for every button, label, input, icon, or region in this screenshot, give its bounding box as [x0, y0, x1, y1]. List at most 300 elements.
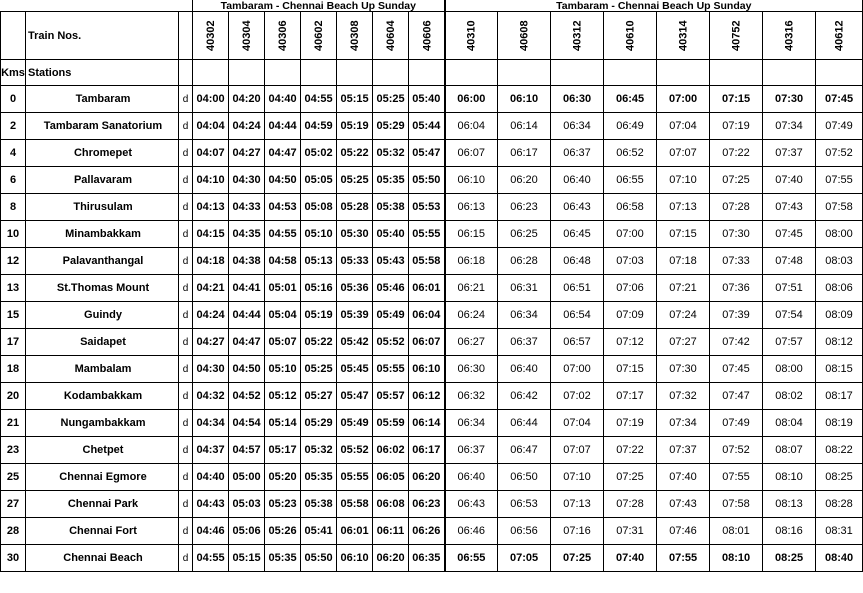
table-row [1, 410, 863, 437]
station-name: St.Thomas Mount [26, 275, 179, 302]
train-number: 40308 [337, 12, 373, 60]
header-blank-cell [301, 60, 337, 86]
station-name: Chetpet [26, 437, 179, 464]
time-cell: 06:10 [445, 167, 498, 194]
title-spacer [1, 0, 193, 12]
time-cell: 05:43 [373, 248, 409, 275]
time-cell: 07:43 [657, 491, 710, 518]
time-cell: 07:52 [710, 437, 763, 464]
time-cell: 05:55 [337, 464, 373, 491]
table-row [1, 248, 863, 275]
time-cell: 07:02 [551, 383, 604, 410]
time-cell: 07:25 [710, 167, 763, 194]
title-right: Tambaram - Chennai Beach Up Sunday [445, 0, 863, 12]
time-cell: 07:58 [816, 194, 863, 221]
time-cell: 06:20 [409, 464, 445, 491]
time-cell: 07:36 [710, 275, 763, 302]
time-cell: 08:04 [763, 410, 816, 437]
time-cell: 07:17 [604, 383, 657, 410]
time-cell: 04:43 [193, 491, 229, 518]
time-cell: 07:37 [657, 437, 710, 464]
departure-marker: d [179, 194, 193, 221]
station-name: Nungambakkam [26, 410, 179, 437]
table-row [1, 167, 863, 194]
time-cell: 06:07 [445, 140, 498, 167]
train-number: 40612 [816, 12, 863, 60]
time-cell: 07:42 [710, 329, 763, 356]
time-cell: 07:18 [657, 248, 710, 275]
departure-marker: d [179, 221, 193, 248]
departure-marker: d [179, 410, 193, 437]
time-cell: 04:30 [193, 356, 229, 383]
time-cell: 08:40 [816, 545, 863, 572]
time-cell: 06:52 [604, 140, 657, 167]
time-cell: 05:59 [373, 410, 409, 437]
time-cell: 05:38 [301, 491, 337, 518]
time-cell: 04:50 [229, 356, 265, 383]
km-cell: 20 [1, 383, 26, 410]
header-blank-cell [657, 60, 710, 86]
table-row [1, 113, 863, 140]
header-blank-cell [710, 60, 763, 86]
time-cell: 05:50 [301, 545, 337, 572]
time-cell: 07:30 [710, 221, 763, 248]
time-cell: 06:05 [373, 464, 409, 491]
time-cell: 05:22 [301, 329, 337, 356]
time-cell: 07:07 [551, 437, 604, 464]
time-cell: 07:31 [604, 518, 657, 545]
time-cell: 06:58 [604, 194, 657, 221]
time-cell: 06:27 [445, 329, 498, 356]
time-cell: 05:15 [337, 86, 373, 113]
time-cell: 06:37 [551, 140, 604, 167]
time-cell: 05:53 [409, 194, 445, 221]
time-cell: 06:40 [498, 356, 551, 383]
time-cell: 05:35 [301, 464, 337, 491]
time-cell: 06:34 [551, 113, 604, 140]
train-number: 40314 [657, 12, 710, 60]
header-blank-cell [445, 60, 498, 86]
table-row [1, 383, 863, 410]
time-cell: 06:20 [373, 545, 409, 572]
time-cell: 05:12 [265, 383, 301, 410]
station-name: Minambakkam [26, 221, 179, 248]
time-cell: 05:52 [337, 437, 373, 464]
time-cell: 08:25 [763, 545, 816, 572]
time-cell: 07:28 [604, 491, 657, 518]
time-cell: 07:43 [763, 194, 816, 221]
time-cell: 05:08 [301, 194, 337, 221]
time-cell: 04:15 [193, 221, 229, 248]
time-cell: 08:31 [816, 518, 863, 545]
time-cell: 04:47 [265, 140, 301, 167]
time-cell: 05:25 [373, 86, 409, 113]
header-blank-cell [373, 60, 409, 86]
departure-marker: d [179, 518, 193, 545]
time-cell: 05:36 [337, 275, 373, 302]
time-cell: 05:47 [337, 383, 373, 410]
time-cell: 04:24 [193, 302, 229, 329]
time-cell: 06:40 [551, 167, 604, 194]
time-cell: 05:29 [301, 410, 337, 437]
time-cell: 04:18 [193, 248, 229, 275]
time-cell: 07:55 [657, 545, 710, 572]
header-blank-cell [816, 60, 863, 86]
time-cell: 06:35 [409, 545, 445, 572]
hdr-dep-cell [179, 60, 193, 86]
time-cell: 06:11 [373, 518, 409, 545]
time-cell: 06:17 [498, 140, 551, 167]
time-cell: 07:19 [710, 113, 763, 140]
time-cell: 08:09 [816, 302, 863, 329]
time-cell: 05:19 [301, 302, 337, 329]
time-cell: 08:10 [710, 545, 763, 572]
time-cell: 07:48 [763, 248, 816, 275]
time-cell: 07:55 [710, 464, 763, 491]
time-cell: 06:23 [409, 491, 445, 518]
departure-marker: d [179, 491, 193, 518]
time-cell: 07:39 [710, 302, 763, 329]
time-cell: 07:07 [657, 140, 710, 167]
time-cell: 06:25 [498, 221, 551, 248]
time-cell: 07:10 [657, 167, 710, 194]
time-cell: 04:55 [265, 221, 301, 248]
time-cell: 04:41 [229, 275, 265, 302]
time-cell: 05:26 [265, 518, 301, 545]
header-blank-cell [763, 60, 816, 86]
table-row [1, 86, 863, 113]
time-cell: 05:29 [373, 113, 409, 140]
train-number: 40306 [265, 12, 301, 60]
time-cell: 07:00 [604, 221, 657, 248]
table-row [1, 275, 863, 302]
time-cell: 04:20 [229, 86, 265, 113]
time-cell: 05:10 [301, 221, 337, 248]
time-cell: 05:39 [337, 302, 373, 329]
time-cell: 07:46 [657, 518, 710, 545]
time-cell: 07:15 [604, 356, 657, 383]
time-cell: 07:40 [604, 545, 657, 572]
time-cell: 04:53 [265, 194, 301, 221]
time-cell: 07:37 [763, 140, 816, 167]
time-cell: 07:58 [710, 491, 763, 518]
time-cell: 04:04 [193, 113, 229, 140]
time-cell: 07:16 [551, 518, 604, 545]
time-cell: 05:32 [301, 437, 337, 464]
time-cell: 08:01 [710, 518, 763, 545]
table-row [1, 464, 863, 491]
time-cell: 06:10 [498, 86, 551, 113]
time-cell: 06:07 [409, 329, 445, 356]
header-blank-cell [498, 60, 551, 86]
time-cell: 06:26 [409, 518, 445, 545]
time-cell: 08:19 [816, 410, 863, 437]
time-cell: 07:52 [816, 140, 863, 167]
km-cell: 17 [1, 329, 26, 356]
time-cell: 07:06 [604, 275, 657, 302]
km-cell: 21 [1, 410, 26, 437]
km-cell: 23 [1, 437, 26, 464]
table-row [1, 518, 863, 545]
time-cell: 05:44 [409, 113, 445, 140]
departure-marker: d [179, 356, 193, 383]
time-cell: 06:32 [445, 383, 498, 410]
station-name: Palavanthangal [26, 248, 179, 275]
time-cell: 08:17 [816, 383, 863, 410]
km-cell: 27 [1, 491, 26, 518]
time-cell: 04:33 [229, 194, 265, 221]
time-cell: 07:27 [657, 329, 710, 356]
time-cell: 05:13 [301, 248, 337, 275]
time-cell: 06:34 [445, 410, 498, 437]
time-cell: 07:21 [657, 275, 710, 302]
time-cell: 04:55 [193, 545, 229, 572]
time-cell: 06:43 [445, 491, 498, 518]
time-cell: 07:04 [551, 410, 604, 437]
header-blank-cell [229, 60, 265, 86]
time-cell: 05:14 [265, 410, 301, 437]
time-cell: 06:14 [498, 113, 551, 140]
departure-marker: d [179, 383, 193, 410]
station-name: Chromepet [26, 140, 179, 167]
departure-marker: d [179, 302, 193, 329]
time-cell: 06:51 [551, 275, 604, 302]
time-cell: 07:51 [763, 275, 816, 302]
time-cell: 06:57 [551, 329, 604, 356]
time-cell: 08:06 [816, 275, 863, 302]
time-cell: 04:44 [265, 113, 301, 140]
station-name: Chennai Beach [26, 545, 179, 572]
time-cell: 07:19 [604, 410, 657, 437]
time-cell: 06:00 [445, 86, 498, 113]
train-number: 40310 [445, 12, 498, 60]
time-cell: 07:30 [657, 356, 710, 383]
time-cell: 06:10 [337, 545, 373, 572]
time-cell: 05:40 [373, 221, 409, 248]
time-cell: 04:10 [193, 167, 229, 194]
time-cell: 07:15 [710, 86, 763, 113]
time-cell: 07:34 [657, 410, 710, 437]
time-cell: 06:47 [498, 437, 551, 464]
time-cell: 06:15 [445, 221, 498, 248]
time-cell: 04:07 [193, 140, 229, 167]
time-cell: 06:20 [498, 167, 551, 194]
time-cell: 04:30 [229, 167, 265, 194]
time-cell: 04:40 [193, 464, 229, 491]
time-cell: 07:15 [657, 221, 710, 248]
table-row [1, 329, 863, 356]
time-cell: 07:45 [763, 221, 816, 248]
time-cell: 06:46 [445, 518, 498, 545]
header-blank-cell [409, 60, 445, 86]
time-cell: 06:21 [445, 275, 498, 302]
time-cell: 05:47 [409, 140, 445, 167]
time-cell: 07:05 [498, 545, 551, 572]
train-number: 40610 [604, 12, 657, 60]
time-cell: 08:02 [763, 383, 816, 410]
time-cell: 05:32 [373, 140, 409, 167]
time-cell: 07:40 [763, 167, 816, 194]
time-cell: 08:22 [816, 437, 863, 464]
time-cell: 05:40 [409, 86, 445, 113]
time-cell: 07:57 [763, 329, 816, 356]
time-cell: 05:00 [229, 464, 265, 491]
station-name: Chennai Fort [26, 518, 179, 545]
time-cell: 06:24 [445, 302, 498, 329]
time-cell: 05:55 [409, 221, 445, 248]
time-cell: 05:27 [301, 383, 337, 410]
time-cell: 04:38 [229, 248, 265, 275]
time-cell: 07:09 [604, 302, 657, 329]
km-cell: 2 [1, 113, 26, 140]
time-cell: 06:23 [498, 194, 551, 221]
km-cell: 10 [1, 221, 26, 248]
time-cell: 08:25 [816, 464, 863, 491]
train-number: 40316 [763, 12, 816, 60]
time-cell: 06:56 [498, 518, 551, 545]
time-cell: 06:01 [337, 518, 373, 545]
time-cell: 05:28 [337, 194, 373, 221]
time-cell: 07:47 [710, 383, 763, 410]
train-number: 40312 [551, 12, 604, 60]
km-cell: 8 [1, 194, 26, 221]
time-cell: 08:03 [816, 248, 863, 275]
time-cell: 04:21 [193, 275, 229, 302]
km-cell: 4 [1, 140, 26, 167]
time-cell: 07:32 [657, 383, 710, 410]
time-cell: 04:44 [229, 302, 265, 329]
trainnos-dep-cell [179, 12, 193, 60]
header-blank-cell [551, 60, 604, 86]
time-cell: 07:04 [657, 113, 710, 140]
time-cell: 07:33 [710, 248, 763, 275]
time-cell: 05:30 [337, 221, 373, 248]
time-cell: 05:23 [265, 491, 301, 518]
km-cell: 12 [1, 248, 26, 275]
time-cell: 06:30 [445, 356, 498, 383]
stations-label: Stations [26, 60, 179, 86]
train-number: 40606 [409, 12, 445, 60]
departure-marker: d [179, 248, 193, 275]
time-cell: 07:10 [551, 464, 604, 491]
header-blank-cell [193, 60, 229, 86]
table-row [1, 221, 863, 248]
time-cell: 05:52 [373, 329, 409, 356]
time-cell: 05:20 [265, 464, 301, 491]
station-name: Saidapet [26, 329, 179, 356]
time-cell: 06:08 [373, 491, 409, 518]
time-cell: 06:44 [498, 410, 551, 437]
timetable-body [1, 86, 863, 572]
time-cell: 08:00 [763, 356, 816, 383]
time-cell: 07:00 [551, 356, 604, 383]
time-cell: 06:37 [445, 437, 498, 464]
time-cell: 04:52 [229, 383, 265, 410]
time-cell: 05:46 [373, 275, 409, 302]
km-cell: 30 [1, 545, 26, 572]
kms-label: Kms [1, 60, 26, 86]
departure-marker: d [179, 437, 193, 464]
time-cell: 06:13 [445, 194, 498, 221]
train-number: 40608 [498, 12, 551, 60]
header-blank-cell [604, 60, 657, 86]
time-cell: 06:14 [409, 410, 445, 437]
train-number: 40302 [193, 12, 229, 60]
time-cell: 05:10 [265, 356, 301, 383]
time-cell: 06:53 [498, 491, 551, 518]
time-cell: 06:50 [498, 464, 551, 491]
time-cell: 06:34 [498, 302, 551, 329]
time-cell: 07:40 [657, 464, 710, 491]
time-cell: 05:38 [373, 194, 409, 221]
time-cell: 05:04 [265, 302, 301, 329]
time-cell: 06:55 [604, 167, 657, 194]
time-cell: 08:28 [816, 491, 863, 518]
time-cell: 04:46 [193, 518, 229, 545]
time-cell: 07:25 [604, 464, 657, 491]
time-cell: 05:05 [301, 167, 337, 194]
train-number: 40304 [229, 12, 265, 60]
km-cell: 0 [1, 86, 26, 113]
train-number: 40602 [301, 12, 337, 60]
time-cell: 06:04 [445, 113, 498, 140]
time-cell: 06:10 [409, 356, 445, 383]
departure-marker: d [179, 86, 193, 113]
station-name: Chennai Park [26, 491, 179, 518]
time-cell: 05:03 [229, 491, 265, 518]
time-cell: 07:13 [657, 194, 710, 221]
departure-marker: d [179, 464, 193, 491]
time-cell: 05:50 [409, 167, 445, 194]
time-cell: 04:57 [229, 437, 265, 464]
train-number: 40604 [373, 12, 409, 60]
time-cell: 04:55 [301, 86, 337, 113]
time-cell: 06:17 [409, 437, 445, 464]
time-cell: 04:34 [193, 410, 229, 437]
time-cell: 05:06 [229, 518, 265, 545]
time-cell: 05:19 [337, 113, 373, 140]
table-row [1, 437, 863, 464]
time-cell: 05:07 [265, 329, 301, 356]
time-cell: 08:12 [816, 329, 863, 356]
time-cell: 07:49 [710, 410, 763, 437]
departure-marker: d [179, 113, 193, 140]
time-cell: 06:01 [409, 275, 445, 302]
departure-marker: d [179, 545, 193, 572]
km-cell: 18 [1, 356, 26, 383]
time-cell: 08:13 [763, 491, 816, 518]
time-cell: 06:30 [551, 86, 604, 113]
time-cell: 06:48 [551, 248, 604, 275]
time-cell: 07:55 [816, 167, 863, 194]
station-name: Pallavaram [26, 167, 179, 194]
station-name: Kodambakkam [26, 383, 179, 410]
departure-marker: d [179, 140, 193, 167]
time-cell: 05:45 [337, 356, 373, 383]
time-cell: 04:24 [229, 113, 265, 140]
time-cell: 04:54 [229, 410, 265, 437]
station-name: Tambaram [26, 86, 179, 113]
time-cell: 04:00 [193, 86, 229, 113]
time-cell: 06:55 [445, 545, 498, 572]
time-cell: 05:17 [265, 437, 301, 464]
time-cell: 04:40 [265, 86, 301, 113]
time-cell: 07:28 [710, 194, 763, 221]
time-cell: 07:03 [604, 248, 657, 275]
time-cell: 07:45 [710, 356, 763, 383]
time-cell: 08:10 [763, 464, 816, 491]
time-cell: 07:22 [710, 140, 763, 167]
